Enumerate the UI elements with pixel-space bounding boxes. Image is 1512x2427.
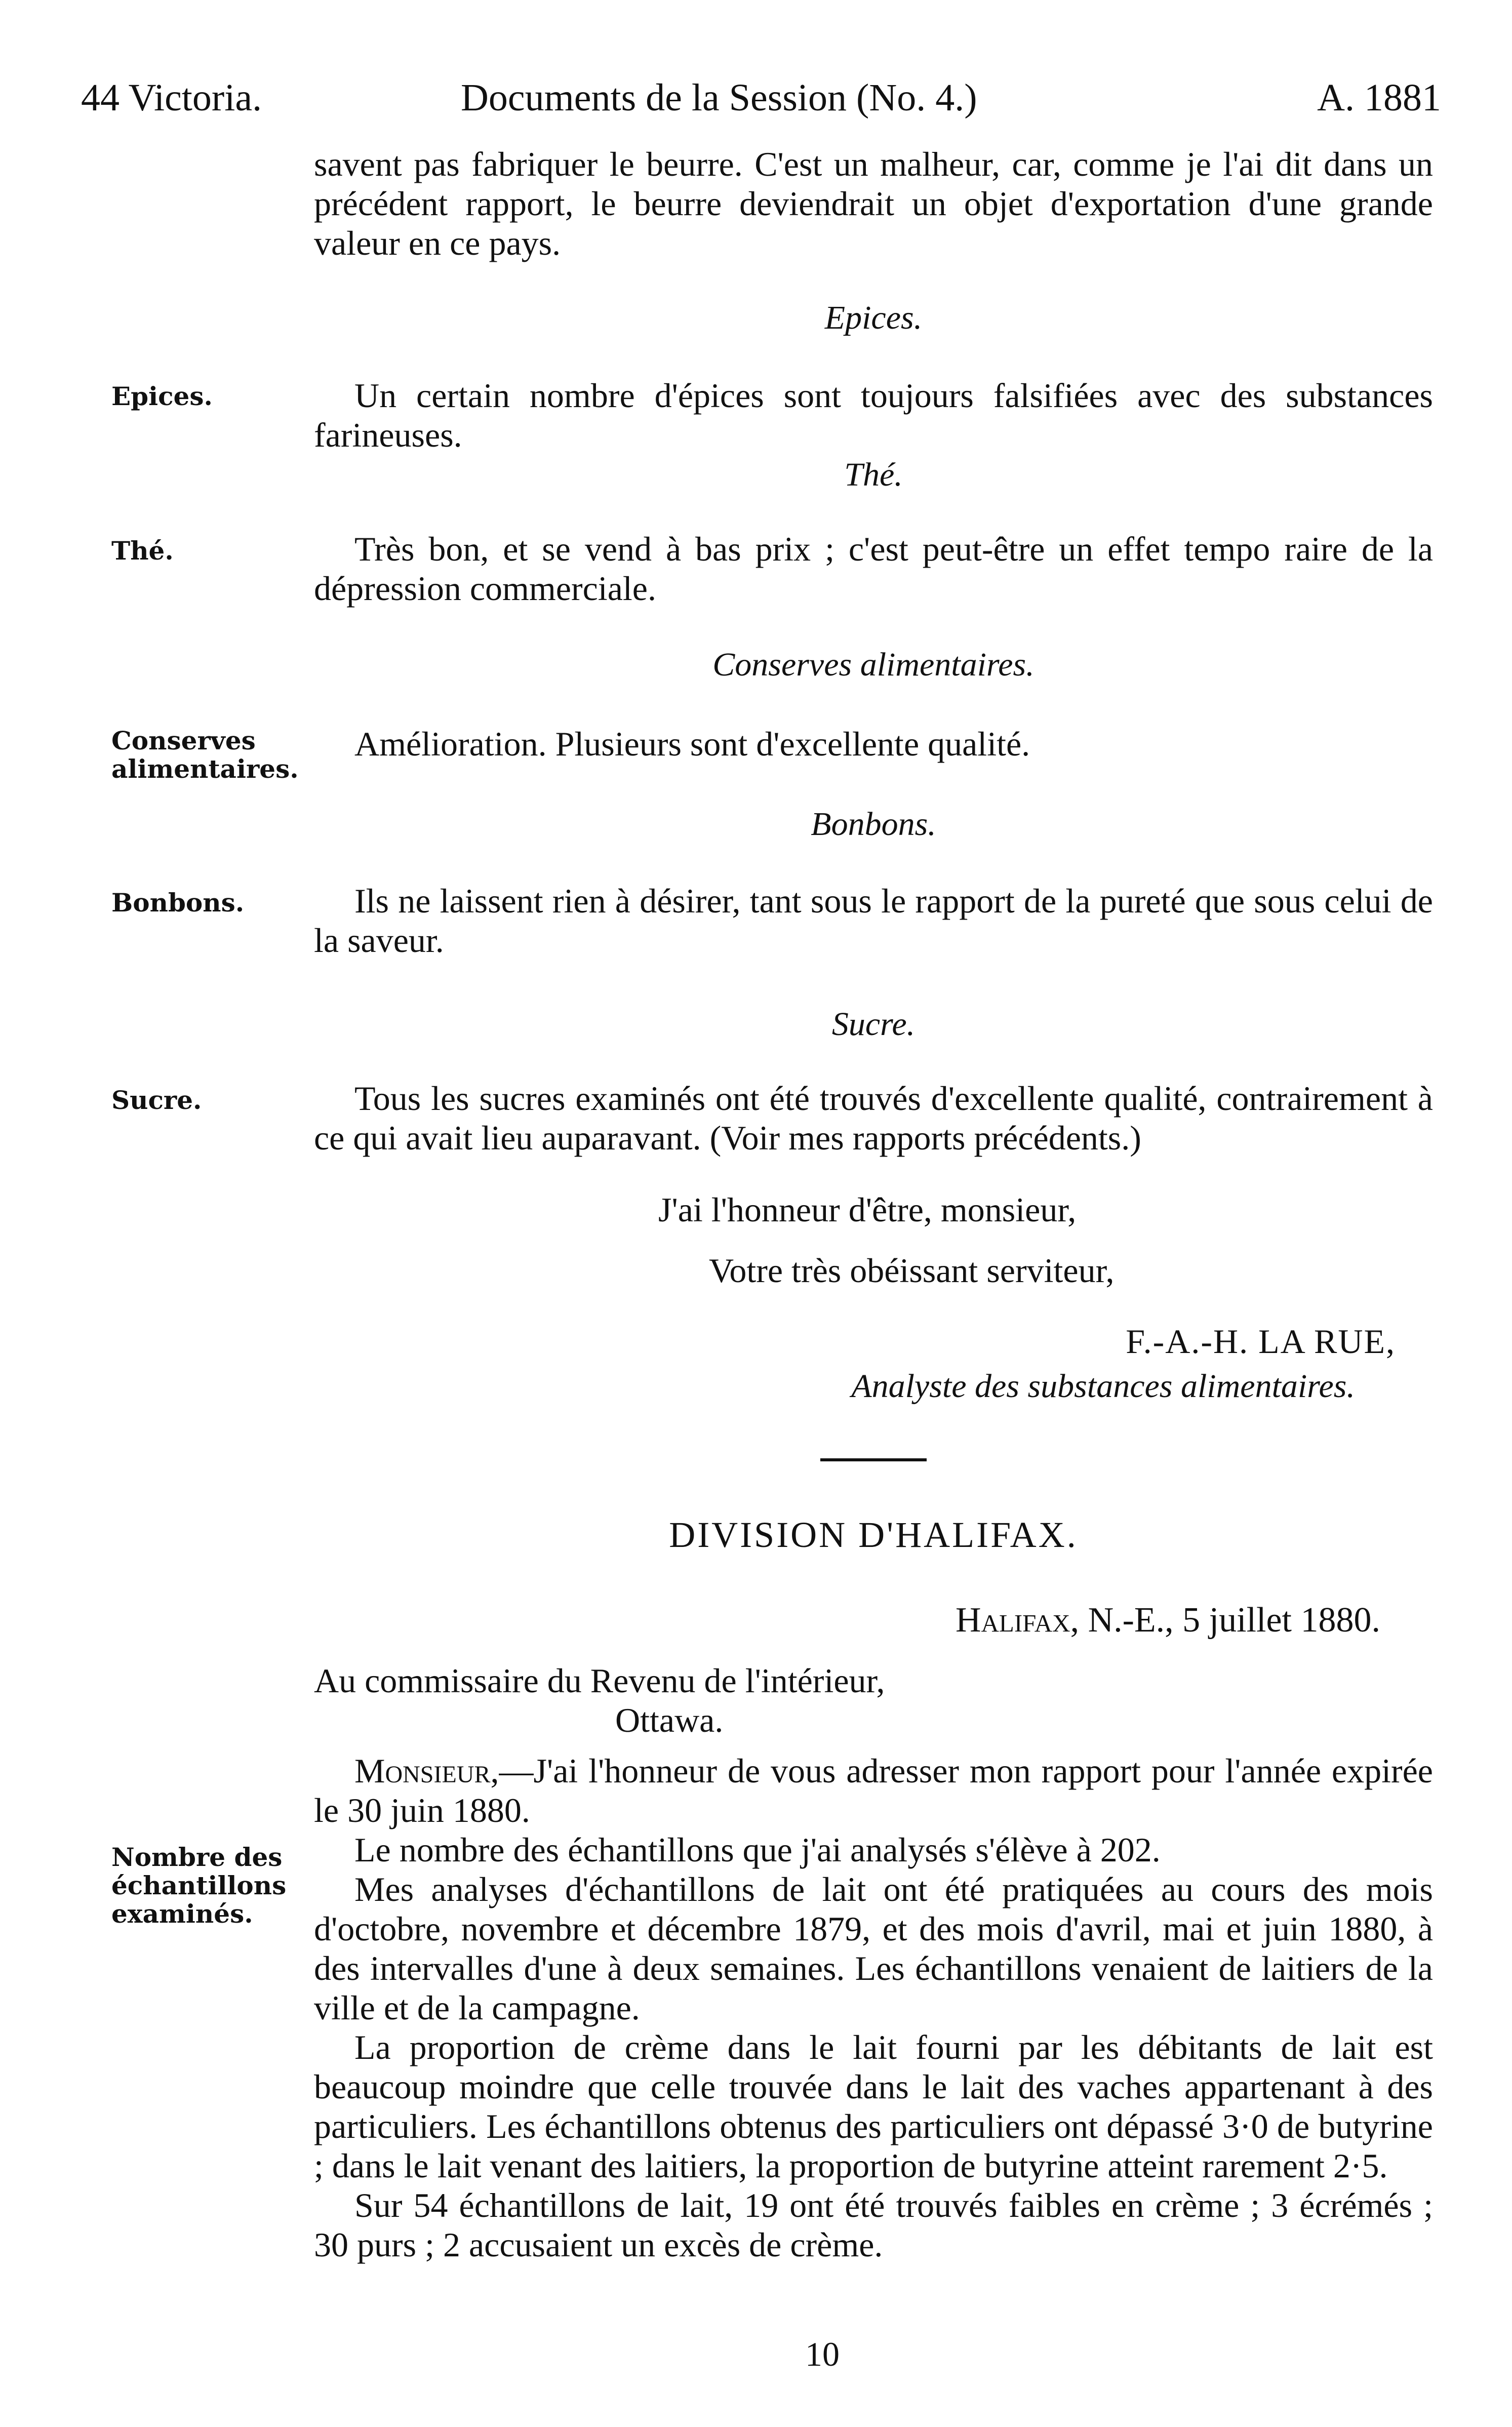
section-body-conserves	[314, 724, 1433, 764]
continuation-text: savent pas fabriquer le beurre. C'est un malheur, car, comme je l'ai dit dans un précédent rapport, le beurre deviendrait un objet d'exportation d'une grande valeur en ce pays.	[314, 145, 1433, 262]
section-body-epices	[314, 376, 1433, 455]
section-body-the	[314, 529, 1433, 608]
margin-note-sucre: Sucre.	[111, 1085, 202, 1115]
section-text-bonbons: Ils ne laissent rien à désirer, tant sous le rapport de la pureté que sous celui de la saveur.	[314, 882, 1433, 960]
closing-line-2: Votre très obéissant serviteur,	[709, 1251, 1115, 1290]
signature-name: F.-A.-H. LA RUE,	[1126, 1322, 1396, 1361]
margin-note-the: Thé.	[111, 536, 174, 566]
intro-text: ,—J'ai l'honneur de vous adresser mon rapport pour l'année expirée le 30 juin 1880.	[314, 1752, 1433, 1829]
margin-note-epices: Epices.	[111, 381, 213, 411]
continuation-paragraph	[314, 144, 1433, 263]
margin-note-bonbons: Bonbons.	[111, 888, 245, 918]
margin-note-samples: Nombre des échantillons examinés.	[111, 1842, 287, 1929]
section-heading-conserves: Conserves alimentaires.	[712, 646, 1034, 683]
dateline-place: Halifax	[955, 1601, 1070, 1640]
section-text-sucre: Tous les sucres examinés ont été trouvés d'excellente qualité, contrairement à ce qui avait lieu auparavant. (Voir mes rapports précédents.)	[314, 1079, 1433, 1157]
paragraph-sample-count: Le nombre des échantillons que j'ai analysés s'élève à 202.	[354, 1831, 1161, 1869]
signature-title: Analyste des substances alimentaires.	[851, 1368, 1355, 1405]
section-body-bonbons	[314, 881, 1433, 960]
salutation: Monsieur	[354, 1752, 491, 1790]
letter-intro	[314, 1751, 1433, 1830]
paragraph-milk-results: Sur 54 échantillons de lait, 19 ont été trouvés faibles en crème ; 3 écrémés ; 30 purs ; 2 accusaient un excès de crème.	[314, 2186, 1433, 2264]
header-right: A. 1881	[1317, 76, 1441, 119]
section-text-epices: Un certain nombre d'épices sont toujours falsifiées avec des substances farineuses.	[314, 376, 1433, 454]
section-heading-epices: Epices.	[824, 299, 923, 336]
section-text-the: Très bon, et se vend à bas prix ; c'est peut-être un effet tempo raire de la dépression commerciale.	[314, 530, 1433, 608]
running-header	[81, 76, 1441, 122]
section-divider	[820, 1458, 927, 1461]
closing-line-1: J'ai l'honneur d'être, monsieur,	[658, 1190, 1077, 1229]
address-line-2: Ottawa.	[615, 1701, 724, 1739]
margin-note-conserves: Conserves alimentaires.	[111, 726, 299, 784]
section-heading-bonbons: Bonbons.	[811, 806, 936, 843]
header-left: 44 Victoria.	[81, 76, 262, 119]
paragraph-cream-proportion: La proportion de crème dans le lait fourni par les débitants de lait est beaucoup moindre que celle trouvée dans le lait des vaches appartenant à des particuliers. Les échantillons obtenus des particuliers ont dépassé 3·0 de butyrine ; dans le lait venant des laitiers, la proportion de butyrine atteint rarement 2·5.	[314, 2028, 1433, 2185]
header-center: Documents de la Session (No. 4.)	[461, 76, 977, 119]
section-text-conserves: Amélioration. Plusieurs sont d'excellente qualité.	[354, 725, 1030, 763]
dateline-rest: , N.-E., 5 juillet 1880.	[1070, 1601, 1380, 1640]
division-title: DIVISION D'HALIFAX.	[669, 1515, 1078, 1555]
section-heading-the: Thé.	[844, 456, 903, 493]
letter-body	[314, 1751, 1433, 2264]
dateline	[956, 1600, 1380, 1641]
page-number: 10	[805, 2335, 840, 2373]
address-line-1: Au commissaire du Revenu de l'intérieur,	[314, 1661, 885, 1700]
section-heading-sucre: Sucre.	[831, 1006, 916, 1043]
section-body-sucre	[314, 1079, 1433, 1158]
paragraph-milk-analyses: Mes analyses d'échantillons de lait ont été pratiquées au cours des mois d'octobre, novembre et décembre 1879, et des mois d'avril, mai et juin 1880, à des intervalles d'une à deux semaines. Les échantillons venaient de laitiers de la ville et de la campagne.	[314, 1870, 1433, 2027]
